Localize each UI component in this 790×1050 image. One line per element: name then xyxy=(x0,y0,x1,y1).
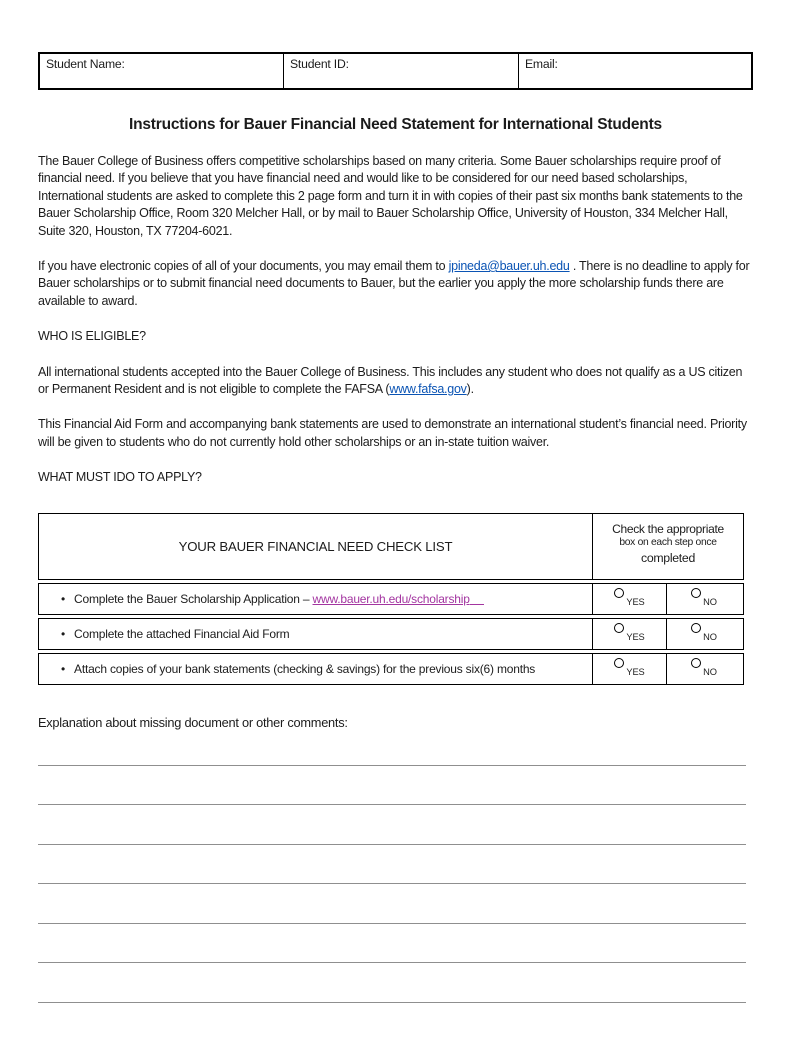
fafsa-link[interactable]: www.fafsa.gov xyxy=(389,382,467,397)
student-name-field[interactable] xyxy=(40,54,283,88)
checklist-row-bank-statements xyxy=(38,653,744,685)
checklist-note-line2: box on each step once xyxy=(619,537,717,549)
radio-circle-icon xyxy=(614,588,624,598)
yes-label: YES xyxy=(626,632,645,643)
comments-label: Explanation about missing document or other comments: xyxy=(38,714,348,730)
checklist-row3-label: Attach copies of your bank statements (checking & savings) for the previous six(6) months xyxy=(74,661,536,676)
email-label: Email: xyxy=(525,57,558,71)
eligibility-paragraph-pre: All international students accepted into the Bauer College of Business. This includes any student who does not qualify as a US citizen or Permanent Resident and is not eligible to complete the FAFSA ( xyxy=(38,364,743,397)
checklist-header-note xyxy=(593,514,743,579)
comment-line xyxy=(38,962,746,963)
no-label: NO xyxy=(703,632,717,643)
checklist-note-line1: Check the appropriate xyxy=(612,521,724,536)
yes-label: YES xyxy=(626,597,645,608)
checklist-row1-text xyxy=(39,584,593,614)
checklist-row3-text xyxy=(39,654,593,684)
email-field[interactable] xyxy=(518,54,751,88)
email-paragraph xyxy=(38,258,754,310)
checklist-table xyxy=(38,513,744,685)
student-name-label: Student Name: xyxy=(46,57,125,71)
eligibility-paragraph-post: ). xyxy=(466,382,474,397)
radio-circle-icon xyxy=(691,658,701,668)
comment-line xyxy=(38,923,746,924)
intro-paragraph xyxy=(38,153,754,240)
bullet-icon: • xyxy=(61,661,66,676)
what-to-apply-heading: WHAT MUST IDO TO APPLY? xyxy=(38,470,202,485)
row2-no-option[interactable] xyxy=(667,619,741,649)
checklist-header-title: YOUR BAUER FINANCIAL NEED CHECK LIST xyxy=(39,514,593,579)
comment-line xyxy=(38,1002,746,1003)
student-id-field[interactable] xyxy=(283,54,518,88)
checklist-row1-label: Complete the Bauer Scholarship Application – xyxy=(74,591,310,606)
checklist-note-line3: completed xyxy=(640,550,696,565)
checklist-row-scholarship-application xyxy=(38,583,744,615)
email-paragraph-post: . There is no deadline to apply for Bauer scholarships or to submit financial need documents to Bauer, but the earlier you apply the more scholarship funds there are available to award. xyxy=(38,259,750,308)
yes-label: YES xyxy=(626,667,645,678)
purpose-paragraph xyxy=(38,416,754,451)
row3-no-option[interactable] xyxy=(667,654,741,684)
checklist-row-financial-aid-form xyxy=(38,618,744,650)
no-label: NO xyxy=(703,667,717,678)
comment-line xyxy=(38,844,746,845)
comment-line xyxy=(38,804,746,805)
scholarship-link[interactable]: www.bauer.uh.edu/scholarship xyxy=(313,592,484,606)
bullet-icon: • xyxy=(61,591,66,606)
row1-no-option[interactable] xyxy=(667,584,741,614)
email-link[interactable]: jpineda@bauer.uh.edu xyxy=(448,259,570,274)
no-label: NO xyxy=(703,597,717,608)
intro-paragraph-text: The Bauer College of Business offers competitive scholarships based on many criteria. Some Bauer scholarships require proof of financial need. If you believe that you have financial need and would like to be considered for our need based scholarships, International students are asked to complete this 2 page form and turn it in with copies of their past six months bank statements to the Bauer Scholarship Office, Room 320 Melcher Hall, or by mail to Bauer Scholarship Office, University of Houston, 334 Melcher Hall, Suite 320, Houston, TX 77204-6021. xyxy=(38,154,743,238)
student-info-table xyxy=(38,52,753,90)
page-title: Instructions for Bauer Financial Need Statement for International Students xyxy=(129,116,662,133)
student-id-label: Student ID: xyxy=(290,57,349,71)
bullet-icon: • xyxy=(61,626,66,641)
row1-yes-option[interactable] xyxy=(593,584,667,614)
comment-line xyxy=(38,883,746,884)
radio-circle-icon xyxy=(614,623,624,633)
comment-line xyxy=(38,765,746,766)
checklist-row2-text xyxy=(39,619,593,649)
radio-circle-icon xyxy=(691,623,701,633)
radio-circle-icon xyxy=(614,658,624,668)
eligibility-paragraph xyxy=(38,364,754,399)
who-is-eligible-heading: WHO IS ELIGIBLE? xyxy=(38,329,146,344)
email-paragraph-pre: If you have electronic copies of all of your documents, you may email them to xyxy=(38,259,446,274)
checklist-row2-label: Complete the attached Financial Aid Form xyxy=(74,626,290,641)
comment-lines xyxy=(38,765,753,1003)
row2-yes-option[interactable] xyxy=(593,619,667,649)
row3-yes-option[interactable] xyxy=(593,654,667,684)
checklist-header-row xyxy=(38,513,744,580)
radio-circle-icon xyxy=(691,588,701,598)
purpose-paragraph-text: This Financial Aid Form and accompanying bank statements are used to demonstrate an international student’s financial need. Priority will be given to students who do not currently hold other scholarships or an in-state tuition waiver. xyxy=(38,417,747,449)
